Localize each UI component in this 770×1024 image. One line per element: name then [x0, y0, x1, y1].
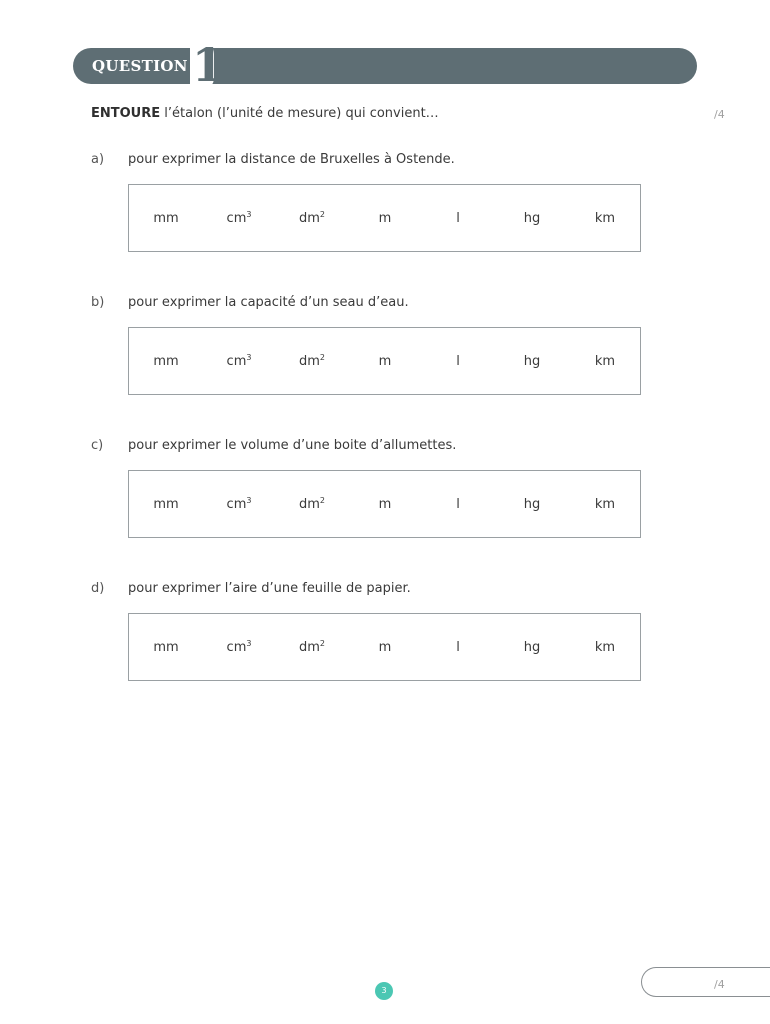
unit-choices-b — [128, 327, 641, 395]
unit-option[interactable]: $cm^3$ — [226, 353, 252, 369]
item-prompt-d: pour exprimer l’aire d’une feuille de papier. — [128, 581, 411, 596]
instruction — [91, 106, 439, 121]
unit-option[interactable]: $cm^3$ — [226, 210, 252, 226]
score-bottom: /4 — [714, 978, 725, 991]
item-prompt-a: pour exprimer la distance de Bruxelles à Ostende. — [128, 152, 455, 167]
question-label: QUESTION — [92, 57, 188, 75]
item-letter-a: a) — [91, 152, 105, 167]
unit-option[interactable]: $cm^3$ — [226, 496, 252, 512]
unit-option[interactable]: hg — [523, 497, 541, 512]
unit-option[interactable]: l — [456, 211, 460, 226]
unit-option[interactable]: hg — [523, 640, 541, 655]
unit-option[interactable]: l — [456, 354, 460, 369]
unit-option[interactable]: $dm^2$ — [298, 639, 325, 655]
instruction-text: l’étalon (l’unité de mesure) qui convient… — [160, 106, 439, 121]
unit-option[interactable]: hg — [523, 354, 541, 369]
unit-choices-d — [128, 613, 641, 681]
unit-option[interactable]: $dm^2$ — [298, 353, 325, 369]
unit-option[interactable]: km — [594, 497, 616, 512]
unit-option[interactable]: $dm^2$ — [298, 496, 325, 512]
question-number: 1 — [192, 38, 225, 92]
unit-option[interactable]: mm — [153, 211, 179, 226]
unit-option[interactable]: km — [594, 211, 616, 226]
score-box — [641, 967, 770, 997]
item-letter-b: b) — [91, 295, 105, 310]
unit-option[interactable]: $dm^2$ — [298, 210, 325, 226]
unit-option[interactable]: km — [594, 640, 616, 655]
item-letter-c: c) — [91, 438, 104, 453]
unit-option[interactable]: $cm^3$ — [226, 639, 252, 655]
unit-option[interactable]: m — [378, 354, 392, 369]
unit-option[interactable]: m — [378, 211, 392, 226]
unit-option[interactable]: hg — [523, 211, 541, 226]
instruction-verb: ENTOURE — [91, 106, 161, 121]
unit-option[interactable]: mm — [153, 354, 179, 369]
unit-option[interactable]: mm — [153, 640, 179, 655]
item-prompt-c: pour exprimer le volume d’une boite d’allumettes. — [128, 438, 457, 453]
score-top: /4 — [714, 108, 725, 121]
item-prompt-b: pour exprimer la capacité d’un seau d’eau. — [128, 295, 409, 310]
unit-option[interactable]: m — [378, 497, 392, 512]
unit-option[interactable]: mm — [153, 497, 179, 512]
unit-option[interactable]: l — [456, 497, 460, 512]
unit-option[interactable]: l — [456, 640, 460, 655]
unit-option[interactable]: km — [594, 354, 616, 369]
unit-option[interactable]: m — [378, 640, 392, 655]
unit-choices-a — [128, 184, 641, 252]
unit-choices-c — [128, 470, 641, 538]
item-letter-d: d) — [91, 581, 105, 596]
page-number: 3 — [375, 982, 393, 1000]
